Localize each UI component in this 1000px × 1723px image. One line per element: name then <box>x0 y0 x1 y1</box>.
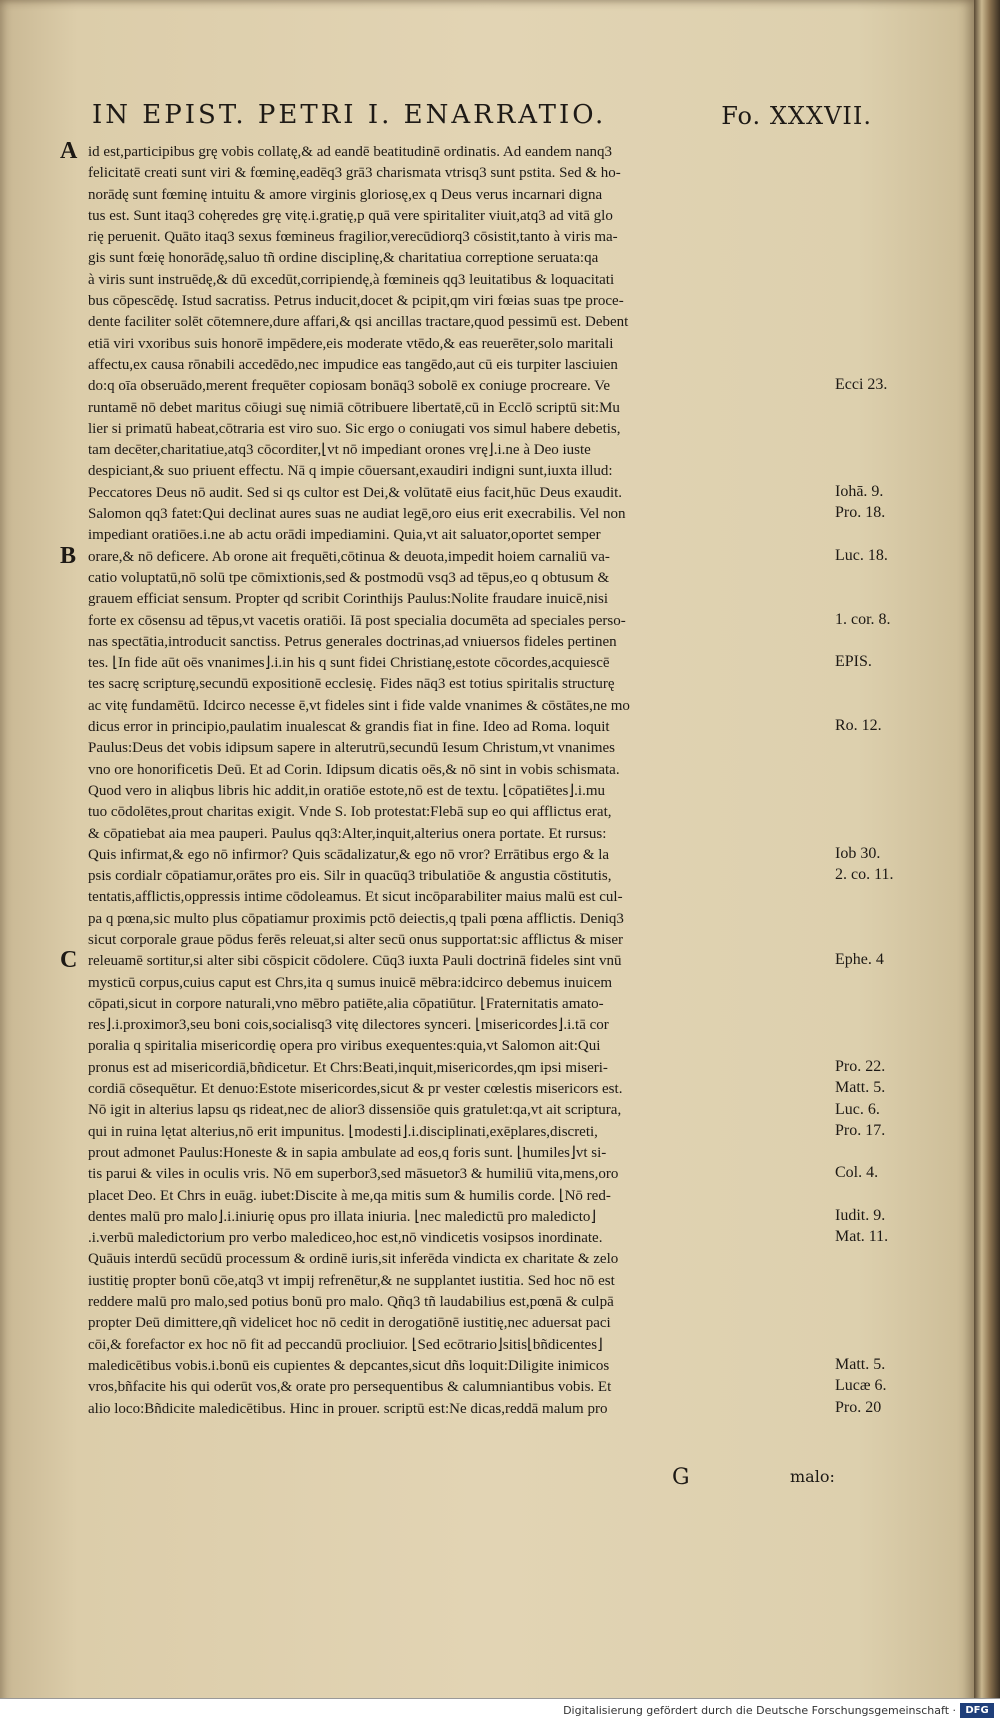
text-line <box>60 845 815 866</box>
footer-bar <box>0 1698 1000 1723</box>
line-text: tuo cōdolētes,prout charitas exigit. Vnde S. Iob protestat:Flebā sup eo qui afflictus erat, <box>88 804 612 821</box>
text-line <box>60 1186 815 1207</box>
text-line <box>60 270 815 291</box>
text-line <box>60 1015 815 1036</box>
line-text: dentes malū pro malo⌋.i.iniurię opus pro illata iniuria. ⌊nec maledictū pro maledicto⌋ <box>88 1208 597 1225</box>
line-text: etiā viri vxoribus suis honorē impēdere,eis moderate vtēdo,& eas reuerēter,solo maritali <box>88 335 614 352</box>
text-line <box>60 589 815 610</box>
margin-note: Iob 30. <box>835 844 881 862</box>
line-text: ac vitę fundamētū. Idcirco necesse ē,vt fideles sint i fide valde vnanimes & cōstātes,ne mo <box>88 697 630 714</box>
text-line <box>60 632 815 653</box>
text-line <box>60 227 815 248</box>
text-line <box>60 1143 815 1164</box>
text-line <box>60 781 815 802</box>
text-line <box>60 1079 815 1100</box>
running-title: IN EPIST. PETRI I. ENARRATIO. <box>92 100 607 130</box>
line-text: do:q oīa obseruādo,merent frequēter copiosam bonāq3 sobolē ex coniuge procreare. Ve <box>88 378 611 395</box>
line-text: & cōpatiebat aia mea pauperi. Paulus qq3:Alter,inquit,alterius onera portate. Et rursus: <box>88 825 607 842</box>
margin-note: Pro. 20 <box>835 1398 882 1416</box>
line-text: bus cōpescēdę. Istud sacratiss. Petrus inducit,docet & pcipit,qm viri fœias suas tpe proce- <box>88 293 624 310</box>
line-text: nas spectātia,introducit sanctiss. Petrus generales doctrinas,ad vniuersos fideles pertinen <box>88 633 617 650</box>
line-text: orare,& nō deficere. Ab orone ait frequēti,cōtinua & deuota,impedit hoiem carnaliū va- <box>88 548 610 565</box>
margin-note: Pro. 17. <box>835 1121 886 1139</box>
text-line <box>60 1313 815 1334</box>
text-line <box>60 930 815 951</box>
line-text: prout admonet Paulus:Honeste & in sapia ambulate ad eos,q foris sunt. ⌊humiles⌋vt si- <box>88 1144 607 1161</box>
text-line <box>60 696 815 717</box>
margin-note: 1. cor. 8. <box>835 610 891 628</box>
margin-note: Ephe. 4 <box>835 951 884 969</box>
text-line <box>60 824 815 845</box>
line-text: rię peruenit. Quāto itaq3 sexus fœmineus fragilior,verecūdiorq3 cōsistit,tanto à viris ma- <box>88 229 618 246</box>
line-text: tam decēter,charitatiue,atq3 cōcorditer,⌊vt nō impediant orones vrę⌋.i.ne à Deo iuste <box>88 442 591 459</box>
line-text: placet Deo. Et Chrs in euāg. iubet:Discite à me,qa mitis sum & humilis corde. ⌊Nō red- <box>88 1187 611 1204</box>
margin-note: Matt. 5. <box>835 1356 886 1374</box>
text-line <box>60 1377 815 1398</box>
line-text: lier si primatū habeat,cōtraria est viro suo. Sic ergo o coniugati vos simul habere debetis, <box>88 420 621 437</box>
line-text: tentatis,afflictis,oppressis intime cōdoleamus. Et sicut incōparabiliter maius malū est cul- <box>88 889 623 906</box>
margin-note: Iohā. 9. <box>835 482 884 500</box>
line-text: tes. ⌊In fide aūt oēs vnanimes⌋.i.in his q sunt fidei Christianę,estote cōcordes,acquiescē <box>88 655 610 672</box>
line-text: runtamē nō debet maritus cōiugi suę nimiā cōtribuere libertatē,cū in Ecclō scriptū sit:Mu <box>88 399 620 416</box>
page-header <box>92 100 872 136</box>
text-line <box>60 419 815 440</box>
line-text: pa q pœna,sic multo plus cōpatiamur proximis pctō deiectis,q tpali pœna afflictis. Deniq3 <box>88 910 624 927</box>
text-line <box>60 185 815 206</box>
text-line <box>60 568 815 589</box>
text-line <box>60 1356 815 1377</box>
text-line <box>60 1335 815 1356</box>
text-line <box>60 440 815 461</box>
line-text: qui in ruina lętat alterius,nō erit impunitus. ⌊modesti⌋.i.disciplinati,exēplares,discreti, <box>88 1123 598 1140</box>
line-text: vros,bñfacite his qui oderūt vos,& orate pro persequentibus & calumniantibus vobis. Et <box>88 1379 612 1396</box>
text-line <box>60 973 815 994</box>
line-text: dente faciliter solēt cōtemnere,dure affari,& qsi ancillas tractare,quod pessimū est. Debent <box>88 314 629 331</box>
margin-note: Ecci 23. <box>835 376 888 394</box>
text-line <box>60 547 815 568</box>
line-text: Peccatores Deus nō audit. Sed si qs cultor est Dei,& volūtatē eius facit,hūc Deus exaudit. <box>88 484 623 501</box>
text-line <box>60 1036 815 1057</box>
line-text: maledicētibus vobis.i.bonū eis cupientes & depcantes,sicut dñs loquit:Diligite inimicos <box>88 1357 610 1374</box>
margin-note: Col. 4. <box>835 1164 879 1182</box>
margin-note: Matt. 5. <box>835 1079 886 1097</box>
margin-note: Mat. 11. <box>835 1228 889 1246</box>
text-line <box>60 802 815 823</box>
margin-note: 2. co. 11. <box>835 866 894 884</box>
text-line <box>60 994 815 1015</box>
line-text: Paulus:Deus det vobis idipsum sapere in alterutrū,secundū Iesum Christum,vt vnanimes <box>88 740 616 757</box>
text-line <box>60 291 815 312</box>
line-text: Salomon qq3 fatet:Qui declinat aures suas ne audiat legē,oro eius erit execrabilis. Vel non <box>88 506 626 523</box>
section-letter: C <box>60 951 78 973</box>
text-line <box>60 376 815 397</box>
text-line <box>60 653 815 674</box>
margin-note: Luc. 18. <box>835 546 888 564</box>
line-text: Quāuis interdū secūdū processum & ordinē iuris,sit inferēda vindicta ex charitate & zelo <box>88 1251 619 1268</box>
margin-note: EPIS. <box>835 653 872 671</box>
text-line <box>60 1122 815 1143</box>
line-text: iustitię propter bonū cōe,atq3 vt impij refrenētur,& ne supplantet iustitia. Sed hoc nō est <box>88 1272 615 1289</box>
margin-note: Iudit. 9. <box>835 1207 886 1224</box>
line-text: norādę sunt fœminę intuitu & amore virginis gloriosę,ex q Deus verus incarnari digna <box>88 186 603 203</box>
line-text: felicitatē creati sunt viri & fœminę,eadēq3 grā3 charismata vtrisq3 sunt pstita. Sed & ho- <box>88 165 621 182</box>
text-line <box>60 504 815 525</box>
line-text: à viris sunt instruēdę,& dū excedūt,corripiendę,à fœmineis qq3 leuitatibus & loquacitati <box>88 271 615 288</box>
line-text: Quis infirmat,& ego nō infirmor? Quis scādalizatur,& ego nō vror? Errātibus ergo & la <box>88 846 610 863</box>
text-line <box>60 1292 815 1313</box>
dfg-logo: DFG <box>960 1703 994 1718</box>
footer-credit: Digitalisierung gefördert durch die Deutsche Forschungsgemeinschaft · <box>563 1704 956 1717</box>
line-text: mysticū corpus,cuius caput est Chrs,ita q sumus inuicē mēbra:idcirco debemus inuicem <box>88 974 613 991</box>
line-text: affectu,ex causa rōnabili accedēdo,nec impudice eas tangēdo,aut cū eis turpiter lasciuien <box>88 356 618 373</box>
text-line <box>60 142 815 163</box>
margin-note: Luc. 6. <box>835 1100 880 1118</box>
signature-mark: G <box>672 1465 690 1490</box>
line-text: despiciant,& suo priuent effectu. Nā q impie cōuersant,exaudiri indigni sunt,iuxta illud: <box>88 463 613 480</box>
margin-note: Pro. 18. <box>835 504 886 522</box>
text-line <box>60 717 815 738</box>
line-text: cōpati,sicut in corpore naturali,vno mēbro patiēte,alia cōpatiūtur. ⌊Fraternitatis amato- <box>88 995 604 1012</box>
margin-note: Ro. 12. <box>835 717 882 735</box>
line-text: tis parui & viles in oculis vris. Nō em superbor3,sed māsuetor3 & humiliū vita,mens,oro <box>88 1166 619 1183</box>
line-text: grauem efficiat sensum. Propter qd scribit Corinthijs Paulus:Nolite fraudare inuicē,nisi <box>88 591 609 608</box>
line-text: cōi,& forefactor ex hoc nō fit ad peccandū procliuior. ⌊Sed ecōtrario⌋sitis⌊bñdicentes⌋ <box>88 1336 603 1353</box>
folio-number: Fo. XXXVII. <box>721 102 872 130</box>
text-line <box>60 760 815 781</box>
text-line <box>60 248 815 269</box>
text-line <box>60 1399 815 1420</box>
text-line <box>60 525 815 546</box>
section-letter: A <box>60 142 78 164</box>
text-line <box>60 1164 815 1185</box>
line-text: tes sacrę scripturę,secundū expositionē ecclesię. Fides nāq3 est totius spiritalis structurę <box>88 676 615 693</box>
text-line <box>60 398 815 419</box>
text-line <box>60 1058 815 1079</box>
margin-note: Pro. 22. <box>835 1057 886 1075</box>
line-text: propter Deū dimittere,qñ videlicet hoc nō cedit in derogatiōnē iustitię,nec aduersat paci <box>88 1315 611 1332</box>
text-line <box>60 163 815 184</box>
line-text: dicus error in principio,paulatim inualescat & grandis fiat in fine. Ideo ad Roma. loquit <box>88 719 610 736</box>
text-line <box>60 355 815 376</box>
catchword: malo: <box>790 1467 835 1486</box>
text-line <box>60 483 815 504</box>
line-text: res⌋.i.proximor3,seu boni cois,socialisq3 vitę dilectores synceri. ⌊misericordes⌋.i.tā cor <box>88 1017 609 1034</box>
body-text <box>60 142 815 1420</box>
text-line <box>60 1249 815 1270</box>
text-line <box>60 887 815 908</box>
line-text: sicut corporale graue pōdus ferēs releuat,si alter secū onus supportat:sic afflictus & miser <box>88 931 623 948</box>
text-line <box>60 909 815 930</box>
line-text: forte ex cōsensu ad tēpus,vt vacetis oratiōi. Iā post specialia documēta ad speciales perso- <box>88 612 626 629</box>
line-text: Nō igit in alterius lapsu qs rideat,nec de alior3 dissensiōe quis gratulet:qa,vt ait scriptura, <box>88 1102 622 1119</box>
line-text: releuamē sortitur,si alter sibi cōspicit cōdolere. Cūq3 iuxta Pauli doctrinā fideles sint vnū <box>88 953 622 970</box>
line-text: .i.verbū maledictorium pro verbo malediceo,hoc est,nō vindicetis vosipsos inordinate. <box>88 1230 603 1247</box>
text-line <box>60 1100 815 1121</box>
line-text: pronus est ad misericordiā,bñdicetur. Et Chrs:Beati,inquit,misericordes,qm ipsi miseri- <box>88 1059 608 1076</box>
line-text: vno ore honorificetis Deū. Et ad Corin. Idipsum dicatis oēs,& nō sint in vobis schismata. <box>88 761 620 778</box>
text-line <box>60 866 815 887</box>
text-line <box>60 611 815 632</box>
line-text: catio voluptatū,nō solū tpe cōmixtionis,sed & postmodū vsq3 ad tēpus,eo q obtusum & <box>88 569 610 586</box>
text-line <box>60 1228 815 1249</box>
line-text: poralia q spiritalia misericordię opera pro viribus exequentes:quia,vt Salomon ait:Qui <box>88 1038 601 1055</box>
line-text: psis cordialr cōpatiamur,orātes pro eis. Silr in quacūq3 tribulatiōe & angustia cōstitutis, <box>88 868 612 885</box>
margin-note: Lucæ 6. <box>835 1377 887 1395</box>
text-line <box>60 334 815 355</box>
text-line <box>60 461 815 482</box>
section-letter: B <box>60 546 77 568</box>
book-spine <box>974 0 1000 1723</box>
text-line <box>60 674 815 695</box>
text-line <box>60 312 815 333</box>
text-line <box>60 738 815 759</box>
line-text: gis sunt fœię honorādę,saluo tñ ordine disciplinę,& charitatiua correptione seruata:qa <box>88 250 599 267</box>
line-text: reddere malū pro malo,sed potius bonū pro malo. Qñq3 tñ laudabilius est,pœnā & culpā <box>88 1294 614 1311</box>
line-text: Quod vero in aliqbus libris hic addit,in oratiōe estote,nō est de textu. ⌊cōpatiētes⌋.i.mu <box>88 782 606 799</box>
text-line <box>60 1271 815 1292</box>
line-text: cordiā cōsequētur. Et denuo:Estote misericordes,sicut & pr vester cœlestis misericors est. <box>88 1081 623 1098</box>
line-text: alio loco:Bñdicite maledicētibus. Hinc in prouer. scriptū est:Ne dicas,reddā malum pro <box>88 1400 608 1417</box>
line-text: tus est. Sunt itaq3 cohęredes grę vitę.i.gratię,p quā vere spiritaliter viuit,atq3 ad vitā glo <box>88 207 613 224</box>
line-text: impediant oratiōes.i.ne ab actu orādi impediamini. Quia,vt ait saluator,oportet semper <box>88 527 601 544</box>
line-text: id est,participibus grę vobis collatę,& ad eandē beatitudinē ordinatis. Ad eandem nanq3 <box>88 144 613 160</box>
text-line <box>60 951 815 972</box>
text-line <box>60 206 815 227</box>
text-line <box>60 1207 815 1228</box>
